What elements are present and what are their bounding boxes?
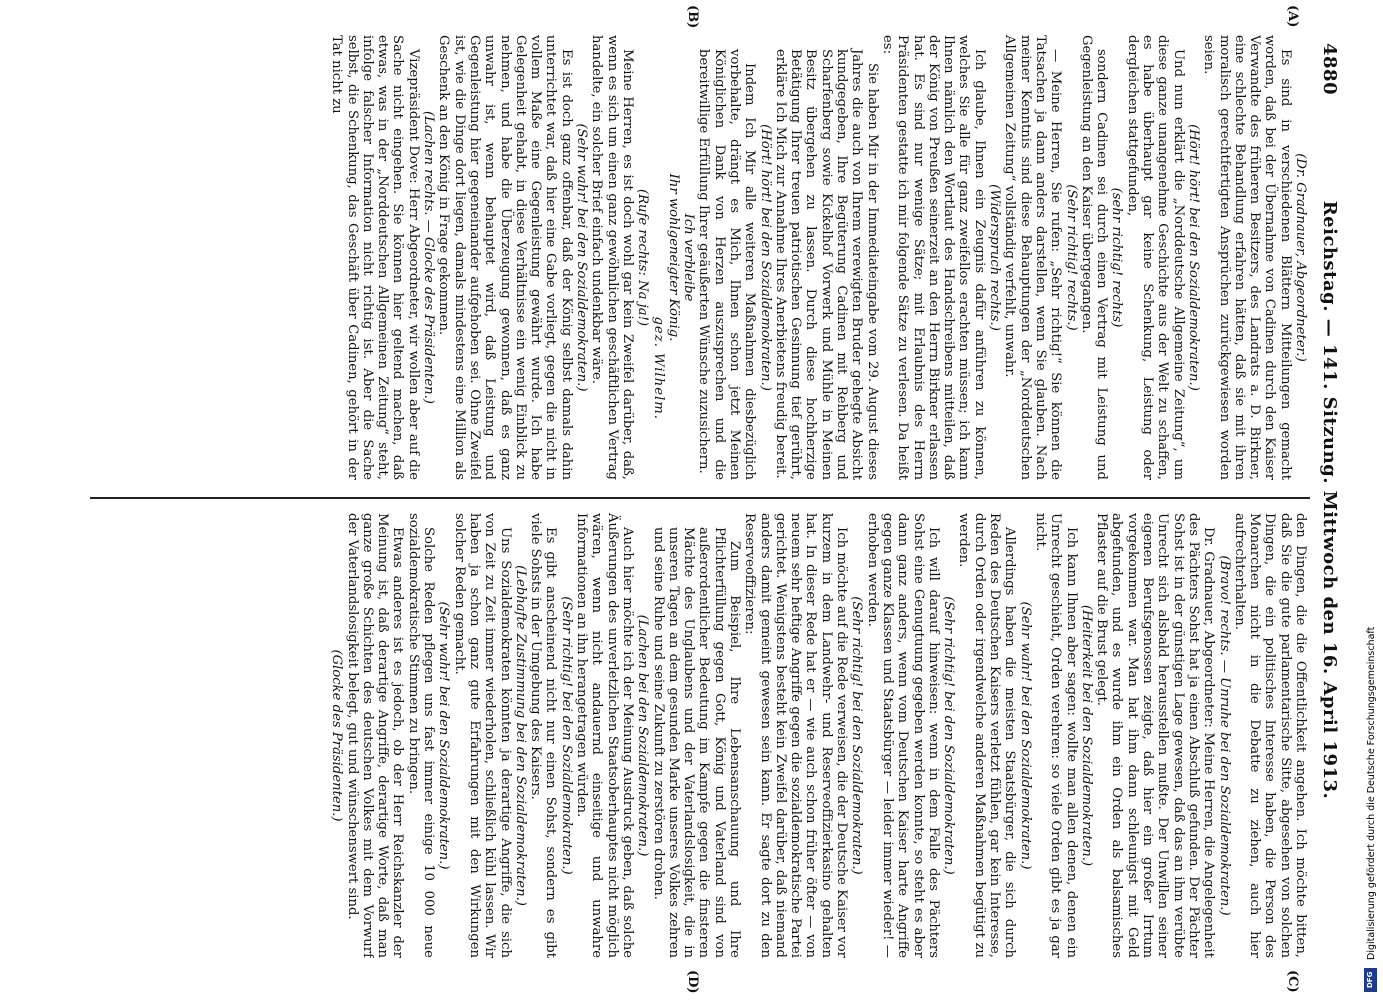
letter-signature: gez. Wilhelm. — [650, 316, 666, 420]
page-header — [1312, 35, 1340, 965]
interjection: (Sehr richtig! bei den Sozialdemokraten.) — [941, 596, 957, 875]
right-column — [88, 513, 1308, 958]
interjection: (Glocke des Präsidenten.) — [329, 649, 345, 822]
paragraph: — Meine Herren, Sie rufen: „Sehr richtig!“ Sie können die Tatsachen ja dann anders darstellen, wenn Sie glauben. Nach meiner Kenntnis sind diese Behauptungen der „Norddeutschen Allgemeinen Zeitung“ vollständig verfehlt, unwahr. — [1002, 35, 1064, 480]
paragraph: Solche Reden pflegen uns fast immer einige 10 000 neue sozialdemokratische Stimmen zu bringen. — [405, 513, 437, 958]
letter-closing: Ich verbleibe — [681, 213, 697, 302]
interjection: (Lebhafte Zustimmung bei den Sozialdemokraten.) — [512, 565, 528, 906]
paragraph: Auch hier möchte ich der Meinung Ausdruck geben, daß solche Äußerungen des unverletzlichen Staatsoberhauptes nicht möglich wären, wenn nicht andauernd einseitige und unwahre Informationen an ihn herangetragen würden. — [574, 513, 635, 958]
margin-marker-a: (A) — [1285, 5, 1300, 28]
interjection: (Hört! hört! bei den Sozialdemokraten.) — [757, 124, 773, 391]
left-column — [88, 35, 1308, 480]
interjection: (Sehr wahr! bei den Sozialdemokraten.) — [436, 601, 452, 870]
paragraph: Dr. Gradnauer, Abgeordneter: Meine Herren, die Angelegenheit des Pächters Sohst hat ja einen Abschluß gefunden. Der Pächter Sohst ist in der günstigen Lage gewesen, daß das an ihm verübte Unrecht sich alsbald herausstellen mußte. Der Unwillen seiner eigenen Berufsgenossen zeigte, daß hier ein großer Irrtum vorgekommen war. Man hat ihm dann schleunigst mit Geld abgefunden, und es wurde ihm ein Orden als balsamisches Pflaster auf die Brust gelegt. — [1094, 513, 1217, 958]
quoted-letter: Indem Ich Mir alle weiteren Maßnahmen diesbezüglich vorbehalte, drängt es Mich, Ihnen schon jetzt Meinen Königlichen Dank von Herzen auszusprechen und die bereitwillige Erfüllung Ihrer geäußerten Wünsche zuzusichern. — [696, 49, 758, 480]
paragraph: Es gibt anscheinend nicht nur einen Sohst, sondern es gibt viele Sohsts in der Umgebung des Kaisers. — [528, 513, 559, 958]
margin-marker-b: (B) — [685, 5, 700, 29]
paragraph: Ich kann Ihnen aber sagen: wollte man allen denen, denen ein Unrecht geschieht, Orden verehren: so viele Orden gibt es ja gar nicht. — [1032, 513, 1079, 958]
paragraph: Meine Herren, es ist doch wohl gar kein Zweifel darüber, daß, wenn es sich um einen ganz gewöhnlichen geschäftlichen Vertrag handelte, ein solcher Brief einfach undenkbar wäre. — [589, 35, 635, 480]
paragraph: Vizepräsident Dove: Herr Abgeordneter, wir wollen aber auf die Sache nicht eingehen. Sie können hier geltend machen, daß etwas, was in der „Norddeutschen Allgemeinen Zeitung“ steht, infolge falscher Information nicht richtig ist. Aber die Sache selbst, die Schenkung, das Geschäft über Cadinen, gehört in der Tat nicht zu — [329, 35, 421, 480]
paragraph: Ich glaube, Ihnen ein Zeugnis dafür anführen zu können, welches Sie alle für ganz zweifellos erachten müssen; ich kann Ihnen nämlich den Wortlaut des Handschreibens mitteilen, daß der König von Preußen seinerzeit an den Herrn Birkner erlassen hat. Es sind nur wenige Sätze; mit Erlaubnis des Herrn Präsidenten gestatte ich mir folgende Sätze zu verlesen. Da heißt es: — [879, 35, 987, 480]
paragraph: Uns Sozialdemokraten könnten ja derartige Angriffe, die sich von Zeit zu Zeit immer wiederholen, schließlich kühl lassen. Wir haben ja schon ganz gute Erfahrungen mit den Wirkungen solcher Reden gemacht. — [451, 513, 513, 958]
speaker-heading: (Dr. Gradnauer, Abgeordneter.) — [1293, 153, 1308, 362]
interjection: (Hört! hört! bei den Sozialdemokraten.) — [1185, 124, 1201, 391]
digitization-credit — [1360, 620, 1380, 995]
paragraph: sondern Cadinen sei durch einen Vertrag mit Leistung und Gegenleistung an den Kaiser übergegangen. — [1078, 35, 1110, 480]
page-title: Reichstag. — 141. Sitzung. Mittwoch den 16. April 1913. — [1319, 200, 1340, 800]
interjection: (Lachen rechts. — Glocke des Präsidenten.) — [421, 111, 437, 404]
quoted-letter: Sie haben Mir in der Immediateingabe vom 29. August dieses Jahres die auch von Ihrem verewigten Bruder gehegte Absicht kundgegeben, Ihre Begüterung Cadinen mit Rehberg und Scharfenberg sowie Kickelhof Vorwerk und Mühle in Meinen Besitz übergehen zu lassen. Durch diese hochherzige Betätigung Ihrer treuen patriotischen Gesinnung tief gerührt, erkläre Ich Mich zur Annahme Ihres Anerbietens freudig bereit. — [772, 49, 880, 480]
margin-marker-c: (C) — [1285, 970, 1300, 993]
column-divider — [90, 497, 1310, 499]
paragraph: Etwas anderes ist es jedoch, ob der Herr Reichskanzler der Meinung ist, daß derartige Angriffe, derartige Worte, daß man ganze große Schichten des deutschen Volkes mit dem Vorwurf der Vaterlandslosigkeit belegt, gut und wünschenswert sind. — [344, 513, 406, 958]
paragraph: Ich möchte auf die Rede verweisen, die der Deutsche Kaiser vor kurzem in dem Landwehr- und Reserveoffizierkasino gehalten hat. In dieser Rede hat er — wie auch schon früher öfter — von neuem sehr heftige Angriffe gegen die sozialdemokratische Partei gerichtet. Wenigstens besteht kein Zweifel darüber, daß niemand anders damit gemeint gewesen sein kann. Er sagte dort zu den Reserveoffizieren: — [742, 513, 850, 958]
margin-marker-d: (D) — [685, 970, 700, 994]
dfg-logo-icon: DFG — [1364, 968, 1377, 992]
interjection: (Sehr wahr! bei den Sozialdemokraten.) — [1017, 601, 1033, 870]
interjection: (Sehr richtig! bei den Sozialdemokraten.) — [849, 596, 865, 875]
interjection: (Bravo! rechts. — Unruhe bei den Sozialdemokraten.) — [1216, 555, 1232, 916]
interjection: (Sehr wahr! bei den Sozialdemokraten.) — [574, 123, 590, 392]
credit-text: Digitalisierung gefördert durch die Deutsche Forschungsgemeinschaft — [1366, 626, 1377, 960]
interjection: (Widerspruch rechts.) — [987, 184, 1003, 331]
paragraph: Ich will darauf hinweisen: wenn in dem Falle des Pächters Sohst eine Genugtuung gegeben werden konnte, so steht es aber dann ganz anders, wenn vom Deutschen Kaiser harte Angriffe gegen ganze Klassen und Staatsbürger — leider immer wieder! — erhoben werden. — [864, 513, 941, 958]
paragraph: Es sind in verschiedenen Blättern Mitteilungen gemacht worden, daß bei der Übernahme von Cadinen durch den Kaiser Verwandte des früheren Besitzers, des Landrats a. D. Birkner, eine schlechte Behandlung erfahren hätten, daß sie mit ihren moralisch gerechtfertigten Ansprüchen zurückgewiesen worden seien. — [1201, 35, 1293, 480]
paragraph: Allerdings haben die meisten Staatsbürger, die sich durch Reden des Deutschen Kaisers verletzt fühlen, gar kein Interesse, durch Orden oder irgendwelche anderen Maßnahmen begütigt zu werden. — [956, 513, 1018, 958]
interjection: (Rufe rechts: Na ja!) — [635, 188, 651, 327]
paragraph: Und nun erklärt die „Norddeutsche Allgemeine Zeitung“, um diese ganze unangenehme Geschichte aus der Welt zu schaffen, es habe überhaupt gar keine Schenkung, Leistung oder dergleichen stattgefunden, — [1124, 35, 1186, 480]
document-page — [80, 5, 1340, 994]
page-number: 4880 — [1319, 43, 1340, 96]
interjection: (Lachen bei den Sozialdemokraten.) — [635, 614, 651, 857]
interjection: (Sehr richtig! bei den Sozialdemokraten.) — [558, 596, 574, 875]
interjection: (Heiterkeit bei den Sozialdemokraten.) — [1078, 604, 1094, 867]
quoted-speech: Zum Beispiel, Ihre Lebensanschauung und Ihre Pflichterfüllung gegen Gott, König und Vaterland sind von außerordentlicher Bedeutung im Kampfe gegen die finsteren Mächte des Unglaubens und der Vaterlandslosigkeit, die in unseren Tagen an dem gesunden Marke unseres Volkes zehren und seine Ruhe und seine Zukunft zu zerstören drohen. — [650, 527, 743, 958]
interjection: (sehr richtig! rechts) — [1109, 187, 1125, 328]
interjection: (Sehr richtig! rechts.) — [1063, 184, 1079, 331]
paragraph: Es ist doch ganz offenbar, daß der König selbst damals dahin unterrichtet war, daß hier eine Gabe vorliegt, gegen die nicht in vollem Maße eine Gegenleistung gewährt wurde. Ich habe Gelegenheit gehabt, in diese Verhältnisse ein wenig Einblick zu nehmen, und habe die Überzeugung gewonnen, daß es ganz unwahr ist, wenn behauptet wird, daß Leistung und Gegenleistung hier gegeneinander aufgehoben sei. Ohne Zweifel ist, wie die Dinge dort liegen, damals mindestens eine Million als Geschenk an den König in Frage gekommen. — [436, 35, 574, 480]
paragraph: den Dingen, die die Öffentlichkeit angehen. Ich möchte bitten, daß Sie die gute parlamentarische Sitte, abgesehen von solchen Dingen, die ein politisches Interesse haben, die Person des Monarchen nicht in die Debatte zu ziehen, auch hier aufrechterhalten. — [1231, 513, 1308, 958]
letter-closing: Ihr wohlgeneigter König. — [665, 173, 681, 342]
